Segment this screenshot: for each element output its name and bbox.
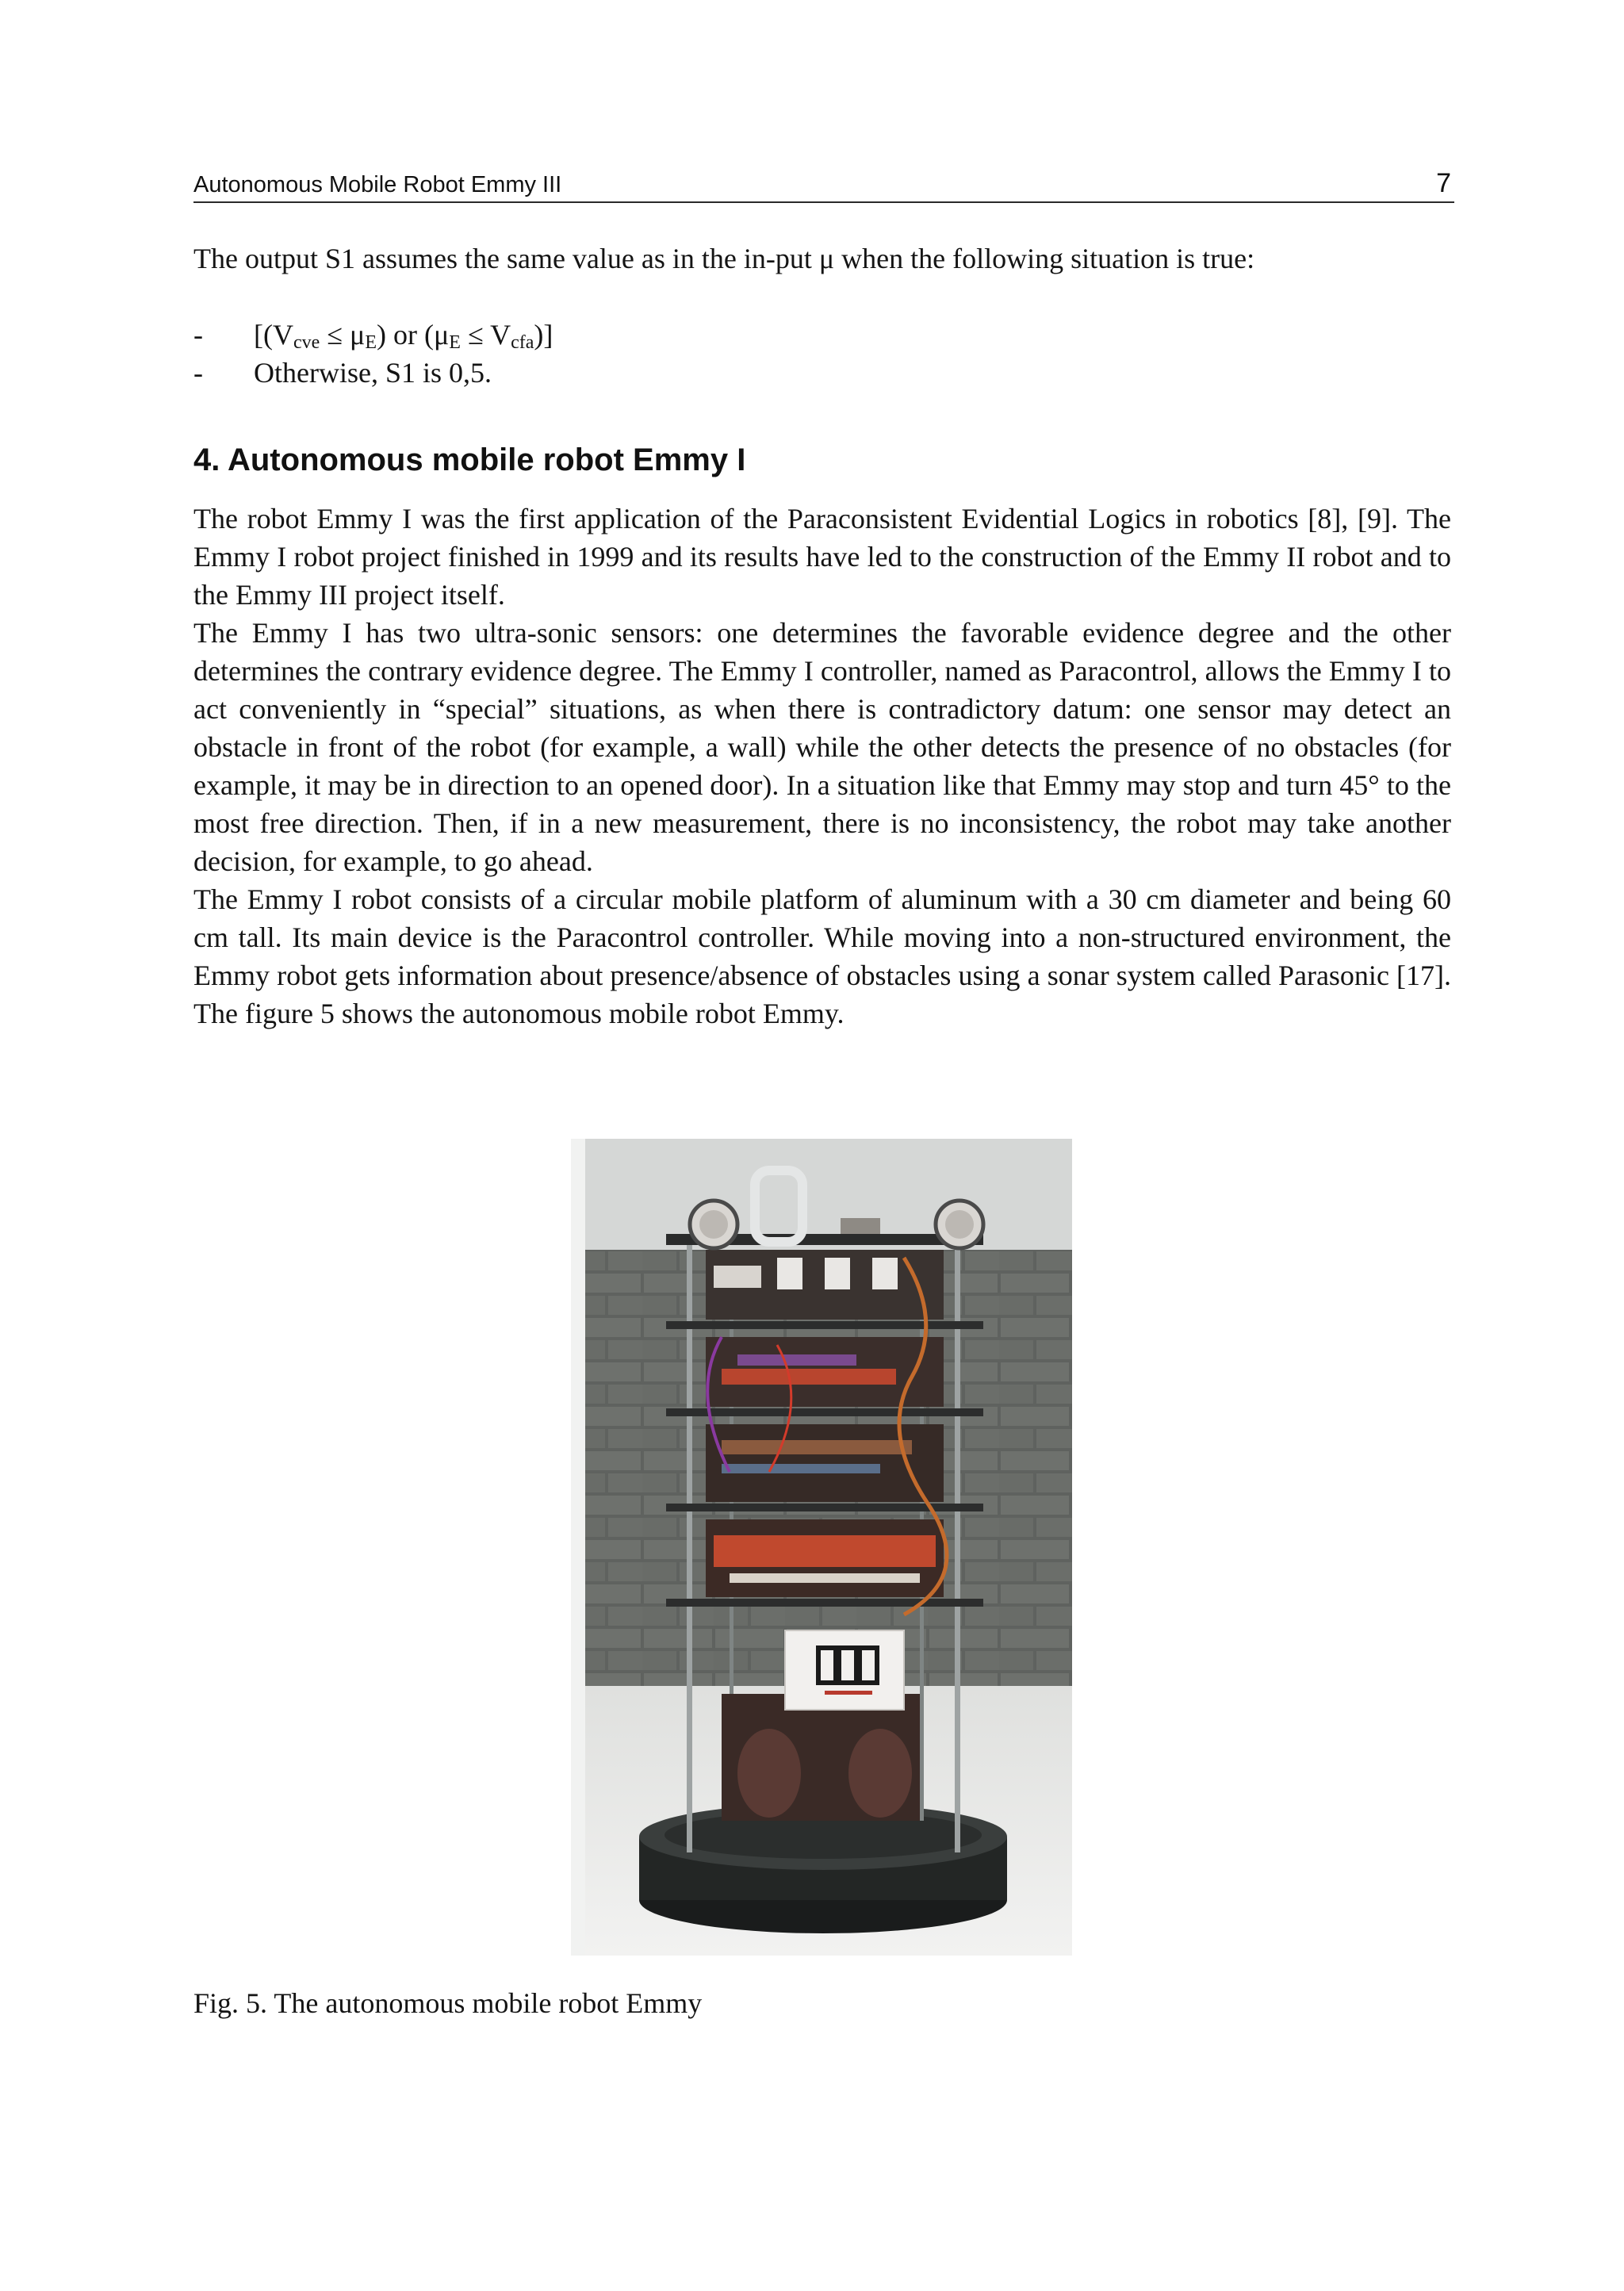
formula-le-1: ≤ μ (320, 319, 366, 351)
intro-paragraph: The output S1 assumes the same value as in the in-put μ when the following situation is true: (193, 243, 1255, 274)
paragraph-sensors: The Emmy I has two ultra-sonic sensors: one determines the favorable evidence degree and the other determines the contrary evidence degree. The Emmy I controller, named as Paracontrol, allows the Emmy I to act conveniently in “special” situations, as when there is contradictory datum: one sensor may detect an obstacle in front of the robot (for example, a wall) while the other detects the presence of no obstacles (for example, it may be in direction to an opened door). In a situation like that Emmy may stop and turn 45° to the most free direction. Then, if in a new measurement, there is no inconsistency, the robot may take another decision, for example, to go ahead. (193, 617, 1451, 877)
section-heading: 4. Autonomous mobile robot Emmy I (193, 442, 746, 477)
robot-photo (571, 1139, 1072, 1956)
running-title: Autonomous Mobile Robot Emmy III (193, 172, 562, 197)
figure-caption: Fig. 5. The autonomous mobile robot Emmy (193, 1987, 703, 2019)
subscript-e-1: E (365, 332, 377, 353)
section-body (193, 500, 1451, 1032)
condition-item (193, 354, 1451, 392)
page-header (193, 163, 1454, 203)
list-dash: - (193, 319, 203, 351)
subscript-cve: cve (293, 332, 320, 353)
robot-illustration (571, 1139, 1072, 1956)
subscript-cfa: cfa (511, 332, 534, 353)
condition-formula (254, 316, 553, 354)
formula-le-2: ≤ V (460, 319, 511, 351)
paragraph-platform: The Emmy I robot consists of a circular mobile platform of aluminum with a 30 cm diameter and being 60 cm tall. Its main device is the Paracontrol controller. While moving into a non-structured environment, the Emmy robot gets information about presence/absence of obstacles using a sonar system called Parasonic [17]. The figure 5 shows the autonomous mobile robot Emmy. (193, 883, 1451, 1029)
subscript-e-2: E (449, 332, 461, 353)
list-dash: - (193, 357, 203, 389)
formula-open: [(V (254, 319, 293, 351)
paragraph-history: The robot Emmy I was the first application of the Paraconsistent Evidential Logics in robotics [8], [9]. The Emmy I robot project finished in 1999 and its results have led to the construction of the Emmy II robot and to the Emmy III project itself. (193, 503, 1451, 611)
condition-otherwise: Otherwise, S1 is 0,5. (254, 357, 492, 389)
condition-item (193, 316, 1451, 354)
formula-close: )] (534, 319, 553, 351)
condition-list (193, 316, 1451, 392)
formula-or: ) or (μ (377, 319, 450, 351)
page-number: 7 (1436, 168, 1451, 198)
